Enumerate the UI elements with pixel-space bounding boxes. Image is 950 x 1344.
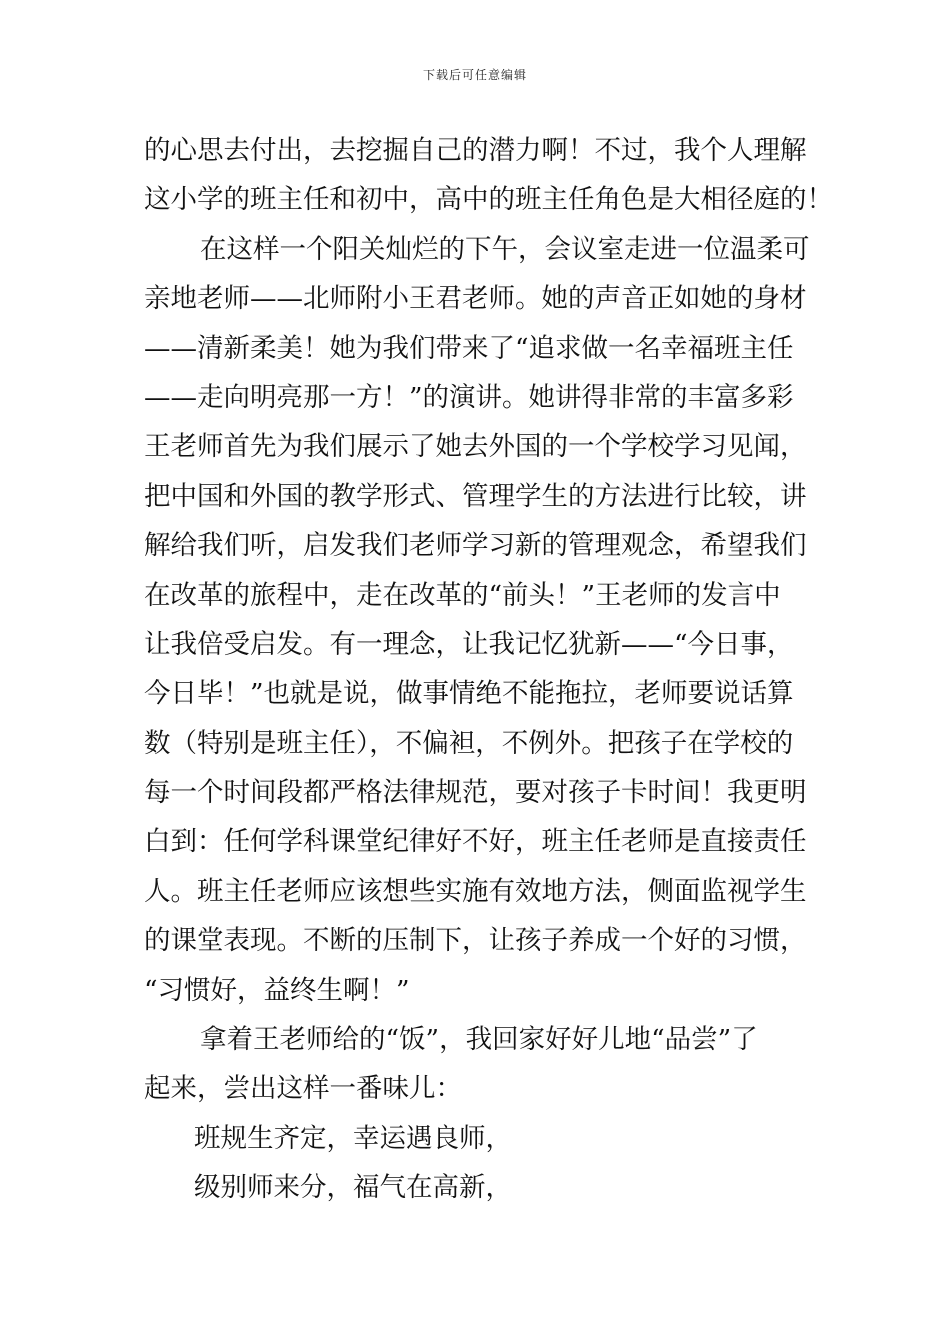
document-body	[144, 126, 833, 1213]
text-line: 人。班主任老师应该想些实施有效地方法，侧面监视学生	[144, 875, 807, 907]
text-line: 的心思去付出，去挖掘自己的潜力啊！不过，我个人理解	[144, 135, 807, 166]
text-line: 每一个时间段都严格法律规范，要对孩子卡时间！我更明	[144, 777, 807, 809]
text-line: 的课堂表现。不断的压制下，让孩子养成一个好的习惯，	[144, 925, 807, 957]
text-line: 把中国和外国的教学形式、管理学生的方法进行比较，讲	[144, 480, 807, 512]
poem-line: 级别师来分，福气在高新，	[194, 1172, 512, 1204]
paragraph-start-line: 在这样一个阳关灿烂的下午，会议室走进一位温柔可	[200, 233, 810, 265]
text-line: 起来，尝出这样一番味儿：	[144, 1073, 462, 1105]
text-line: 今日毕！”也就是说，做事情绝不能拖拉，老师要说话算	[144, 678, 794, 710]
text-line: 白到：任何学科课堂纪律好不好，班主任老师是直接责任	[144, 826, 807, 858]
text-line: ——清新柔美！她为我们带来了“追求做一名幸福班主任	[144, 332, 794, 364]
poem-line: 班规生齐定，幸运遇良师，	[194, 1122, 512, 1154]
text-line: 这小学的班主任和初中，高中的班主任角色是大相径庭的！	[144, 184, 833, 216]
text-line: “习惯好，益终生啊！”	[144, 974, 410, 1006]
text-line: 解给我们听，启发我们老师学习新的管理观念，希望我们	[144, 530, 807, 562]
paragraph-start-line: 拿着王老师给的“饭”，我回家好好儿地“品尝”了	[200, 1024, 758, 1056]
text-line: 让我倍受启发。有一理念，让我记忆犹新——“今日事，	[144, 628, 794, 660]
page-header: 下载后可任意编辑	[422, 68, 527, 82]
text-line: ——走向明亮那一方！”的演讲。她讲得非常的丰富多彩	[144, 381, 794, 413]
text-line: 王老师首先为我们展示了她去外国的一个学校学习见闻，	[144, 431, 807, 463]
text-line: 数（特别是班主任），不偏袒，不例外。把孩子在学校的	[144, 727, 794, 759]
text-line: 亲地老师——北师附小王君老师。她的声音正如她的身材	[144, 283, 807, 315]
text-line: 在改革的旅程中，走在改革的“前头！”王老师的发言中	[144, 579, 781, 611]
